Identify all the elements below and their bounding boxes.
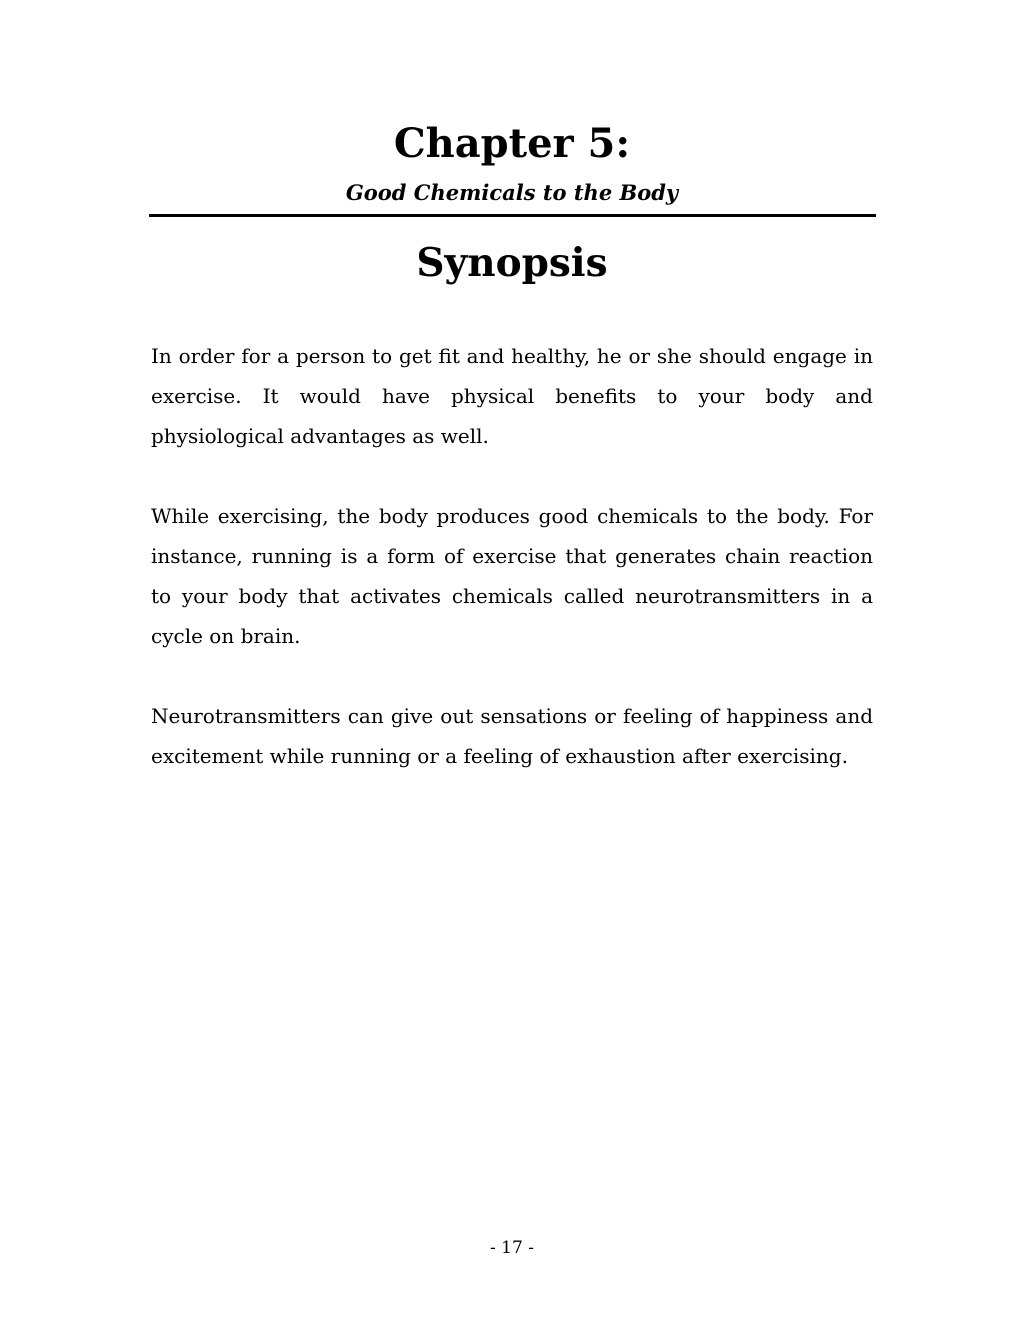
section-heading: Synopsis: [416, 240, 608, 286]
page-number: - 17 -: [490, 1238, 534, 1258]
paragraph: While exercising, the body produces good chemicals to the body. For instance, running is a form of exercise that generates chain reaction to your body that activates chemicals called neurotransmitters in a cycle on brain.: [151, 504, 873, 648]
paragraph: In order for a person to get fit and healthy, he or she should engage in exercise. It would have physical benefits to your body and physiological advantages as well.: [151, 344, 873, 448]
chapter-subtitle: Good Chemicals to the Body: [345, 180, 679, 205]
body-text: [151, 336, 873, 816]
title-divider: [149, 214, 876, 217]
paragraph: Neurotransmitters can give out sensations or feeling of happiness and excitement while running or a feeling of exhaustion after exercising.: [151, 704, 873, 768]
chapter-title: Chapter 5:: [393, 120, 631, 167]
